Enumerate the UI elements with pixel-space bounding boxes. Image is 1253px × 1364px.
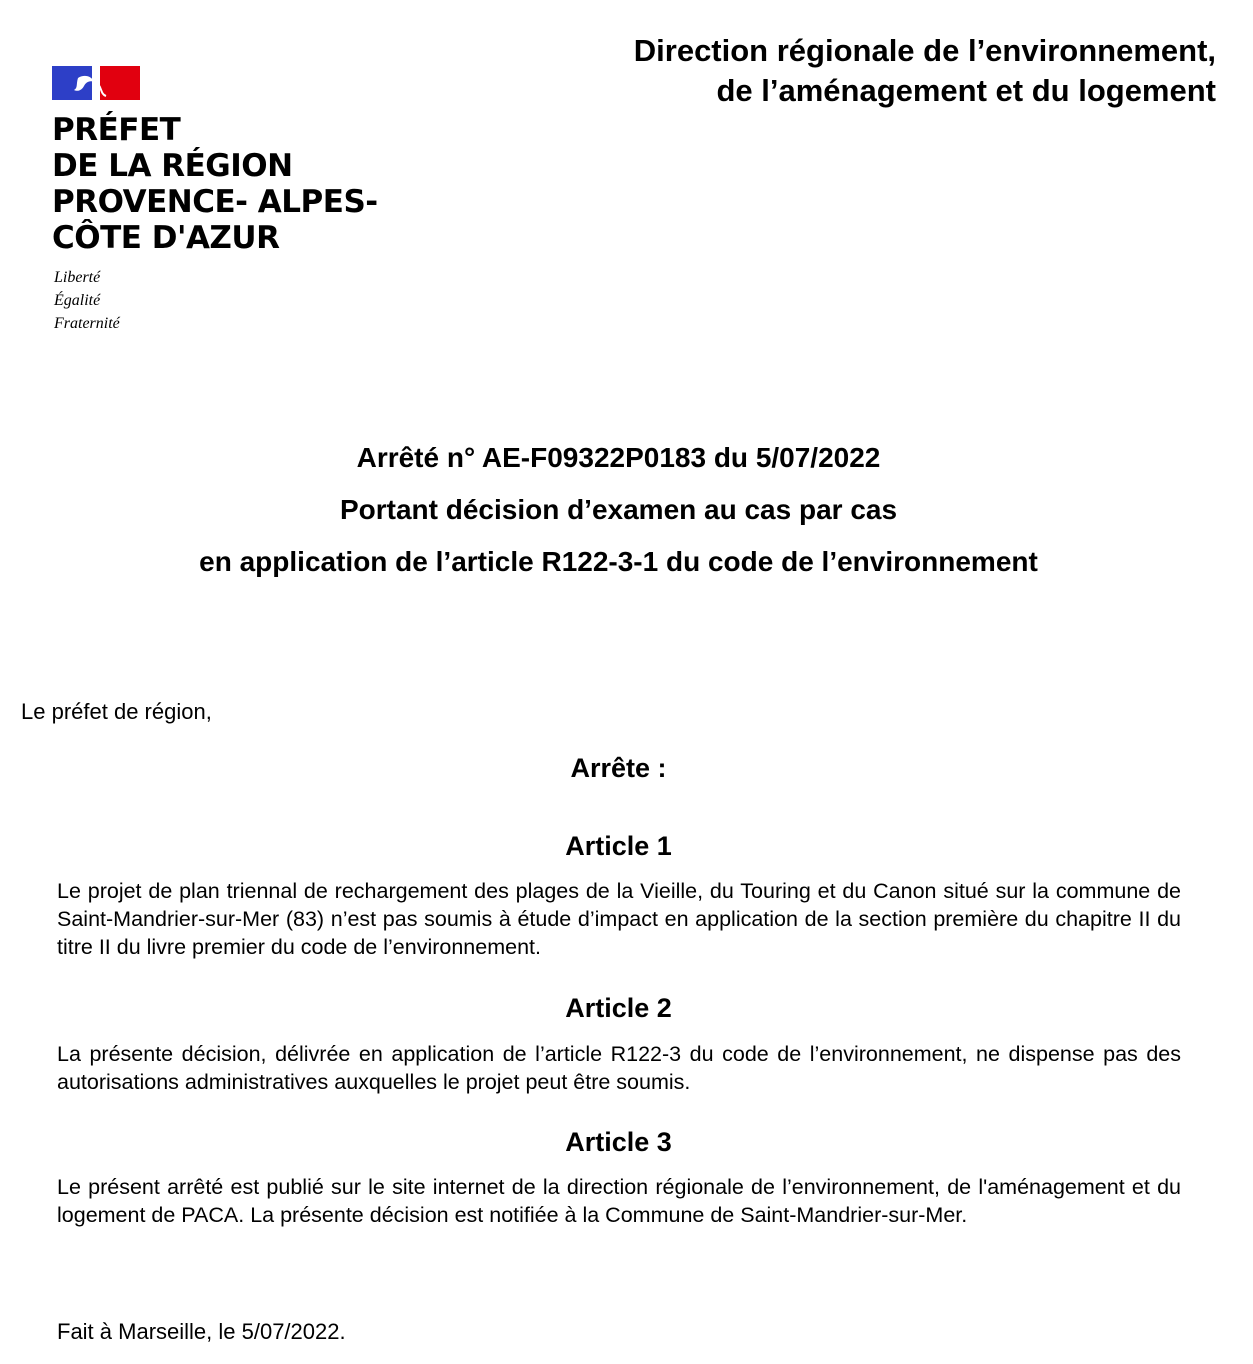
article-3-text: Le présent arrêté est publié sur le site internet de la direction régionale de l’environnement, de l'aménagement et du logement de PACA. La présente décision est notifiée à la Commune de Saint-Mandrier-sur-Mer. — [57, 1175, 1181, 1227]
motto-line: Fraternité — [54, 315, 120, 332]
prefet-line: PRÉFET — [52, 112, 181, 148]
title-line-legal-basis: en application de l’article R122-3-1 du code de l’environnement — [199, 546, 1038, 577]
title-line-subject: Portant décision d’examen au cas par cas — [339, 494, 898, 525]
prefet-line: PROVENCE- ALPES- — [52, 184, 378, 220]
republic-motto — [52, 266, 382, 335]
direction-line: de l’aménagement et du logement — [716, 73, 1216, 108]
prefecture-logo-block — [52, 66, 382, 335]
prefet-line: CÔTE D'AZUR — [52, 220, 280, 256]
arrete-heading: Arrête : — [570, 753, 667, 783]
article-2-heading: Article 2 — [565, 993, 672, 1023]
intro-text: Le préfet de région, — [21, 699, 212, 724]
marianne-logo-icon — [52, 66, 140, 100]
title-line-number: Arrêté n° AE-F09322P0183 du 5/07/2022 — [356, 442, 881, 473]
direction-line: Direction régionale de l’environnement, — [633, 33, 1216, 68]
article-3-heading: Article 3 — [565, 1127, 672, 1157]
motto-line: Égalité — [54, 292, 101, 309]
article-2-text: La présente décision, délivrée en application de l’article R122-3 du code de l’environnement, ne dispense pas des autorisations administratives auxquelles le projet peut être soumis. — [57, 1042, 1181, 1094]
article-1-text: Le projet de plan triennal de rechargement des plages de la Vieille, du Touring et du Canon situé sur la commune de Saint-Mandrier-sur-Mer (83) n’est pas soumis à étude d’impact en application de la section première du chapitre II du titre II du livre premier du code de l’environnement. — [57, 879, 1181, 959]
direction-regionale-heading — [634, 31, 1216, 111]
motto-line: Liberté — [54, 269, 101, 286]
prefet-region-name — [52, 112, 382, 256]
document-title — [0, 432, 1237, 588]
article-1-heading: Article 1 — [565, 831, 672, 861]
prefet-line: DE LA RÉGION — [52, 148, 293, 184]
signature-place-date: Fait à Marseille, le 5/07/2022. — [57, 1319, 346, 1344]
